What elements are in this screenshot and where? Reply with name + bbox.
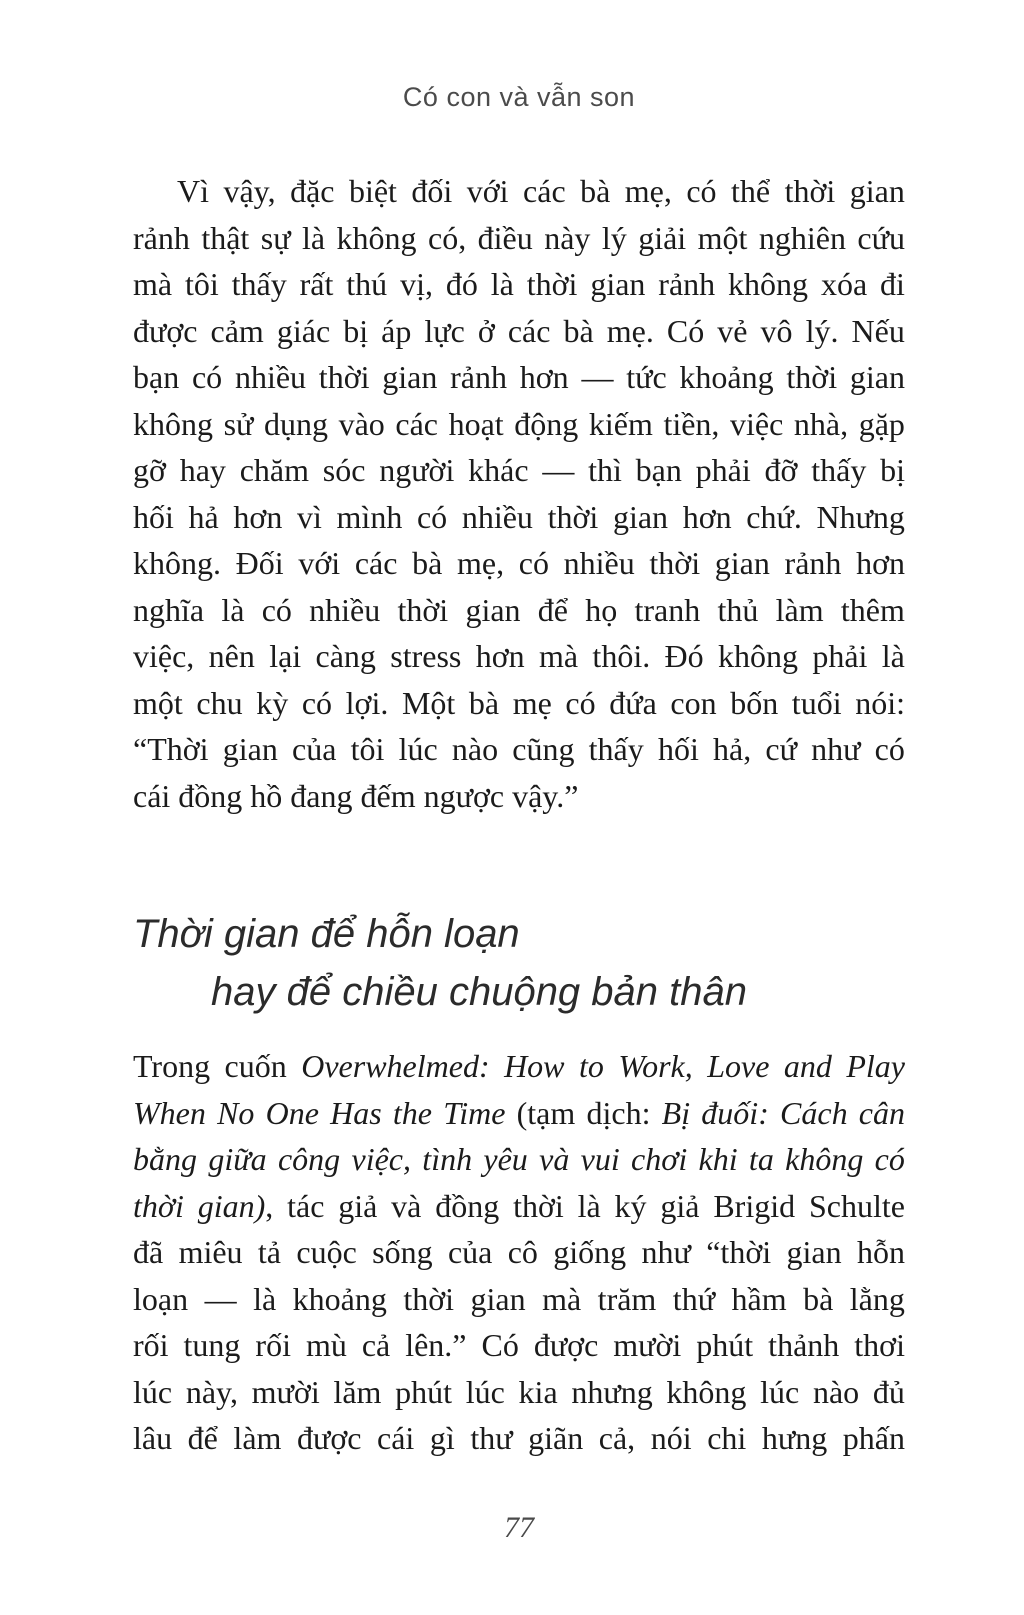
text-line: nghĩa là có nhiều thời gian để họ tranh thủ làm thêm — [133, 591, 905, 628]
text-line: loạn — là khoảng thời gian mà trăm thứ hầm bà lằng — [133, 1280, 905, 1317]
text-line: rảnh thật sự là không có, điều này lý giải một nghiên cứu — [133, 219, 905, 256]
text-line: gỡ hay chăm sóc người khác — thì bạn phải đỡ thấy bị — [133, 452, 905, 488]
text-line: Trong cuốn Overwhelmed: How to Work, Love and Play — [133, 1048, 905, 1084]
text-line: “Thời gian của tôi lúc nào cũng thấy hối hả, cứ như có — [133, 731, 905, 767]
section-heading-line-1: Thời gian để hỗn loạn — [133, 912, 520, 956]
page-number: 77 — [504, 1510, 534, 1544]
text-line: được cảm giác bị áp lực ở các bà mẹ. Có vẻ vô lý. Nếu — [133, 312, 905, 349]
text-line: thời gian), tác giả và đồng thời là ký giả Brigid Schulte — [133, 1187, 905, 1224]
text-line: bằng giữa công việc, tình yêu và vui chơi khi ta không có — [133, 1141, 905, 1177]
text-line: không. Đối với các bà mẹ, có nhiều thời gian rảnh hơn — [133, 545, 905, 581]
running-header: Có con và vẫn son — [402, 82, 636, 112]
text-line: việc, nên lại càng stress hơn mà thôi. Đó không phải là — [133, 638, 905, 674]
text-line: Vì vậy, đặc biệt đối với các bà mẹ, có thể thời gian — [177, 173, 905, 209]
text-line: lúc này, mười lăm phút lúc kia nhưng không lúc nào đủ — [133, 1373, 905, 1410]
paragraph-2 — [133, 1043, 905, 1462]
text-line: rối tung rối mù cả lên.” Có được mười phút thảnh thơi — [133, 1327, 905, 1363]
text-line: đã miêu tả cuộc sống của cô giống như “thời gian hỗn — [133, 1234, 905, 1270]
text-line: một chu kỳ có lợi. Một bà mẹ có đứa con bốn tuổi nói: — [133, 684, 905, 721]
section-heading — [133, 905, 905, 1021]
text-line: không sử dụng vào các hoạt động kiếm tiền, việc nhà, gặp — [133, 405, 905, 442]
text-line: lâu để làm được cái gì thư giãn cả, nói chi hưng phấn — [133, 1420, 905, 1456]
text-line: hối hả hơn vì mình có nhiều thời gian hơn chứ. Nhưng — [133, 498, 905, 535]
paragraph-1 — [133, 168, 905, 819]
text-line: bạn có nhiều thời gian rảnh hơn — tức khoảng thời gian — [133, 359, 905, 395]
section-heading-line-2: hay để chiều chuộng bản thân — [211, 970, 747, 1014]
text-line: mà tôi thấy rất thú vị, đó là thời gian rảnh không xóa đi — [133, 266, 905, 302]
text-line: When No One Has the Time (tạm dịch: Bị đuối: Cách cân — [133, 1094, 905, 1131]
text-line: cái đồng hồ đang đếm ngược vậy.” — [133, 777, 579, 814]
